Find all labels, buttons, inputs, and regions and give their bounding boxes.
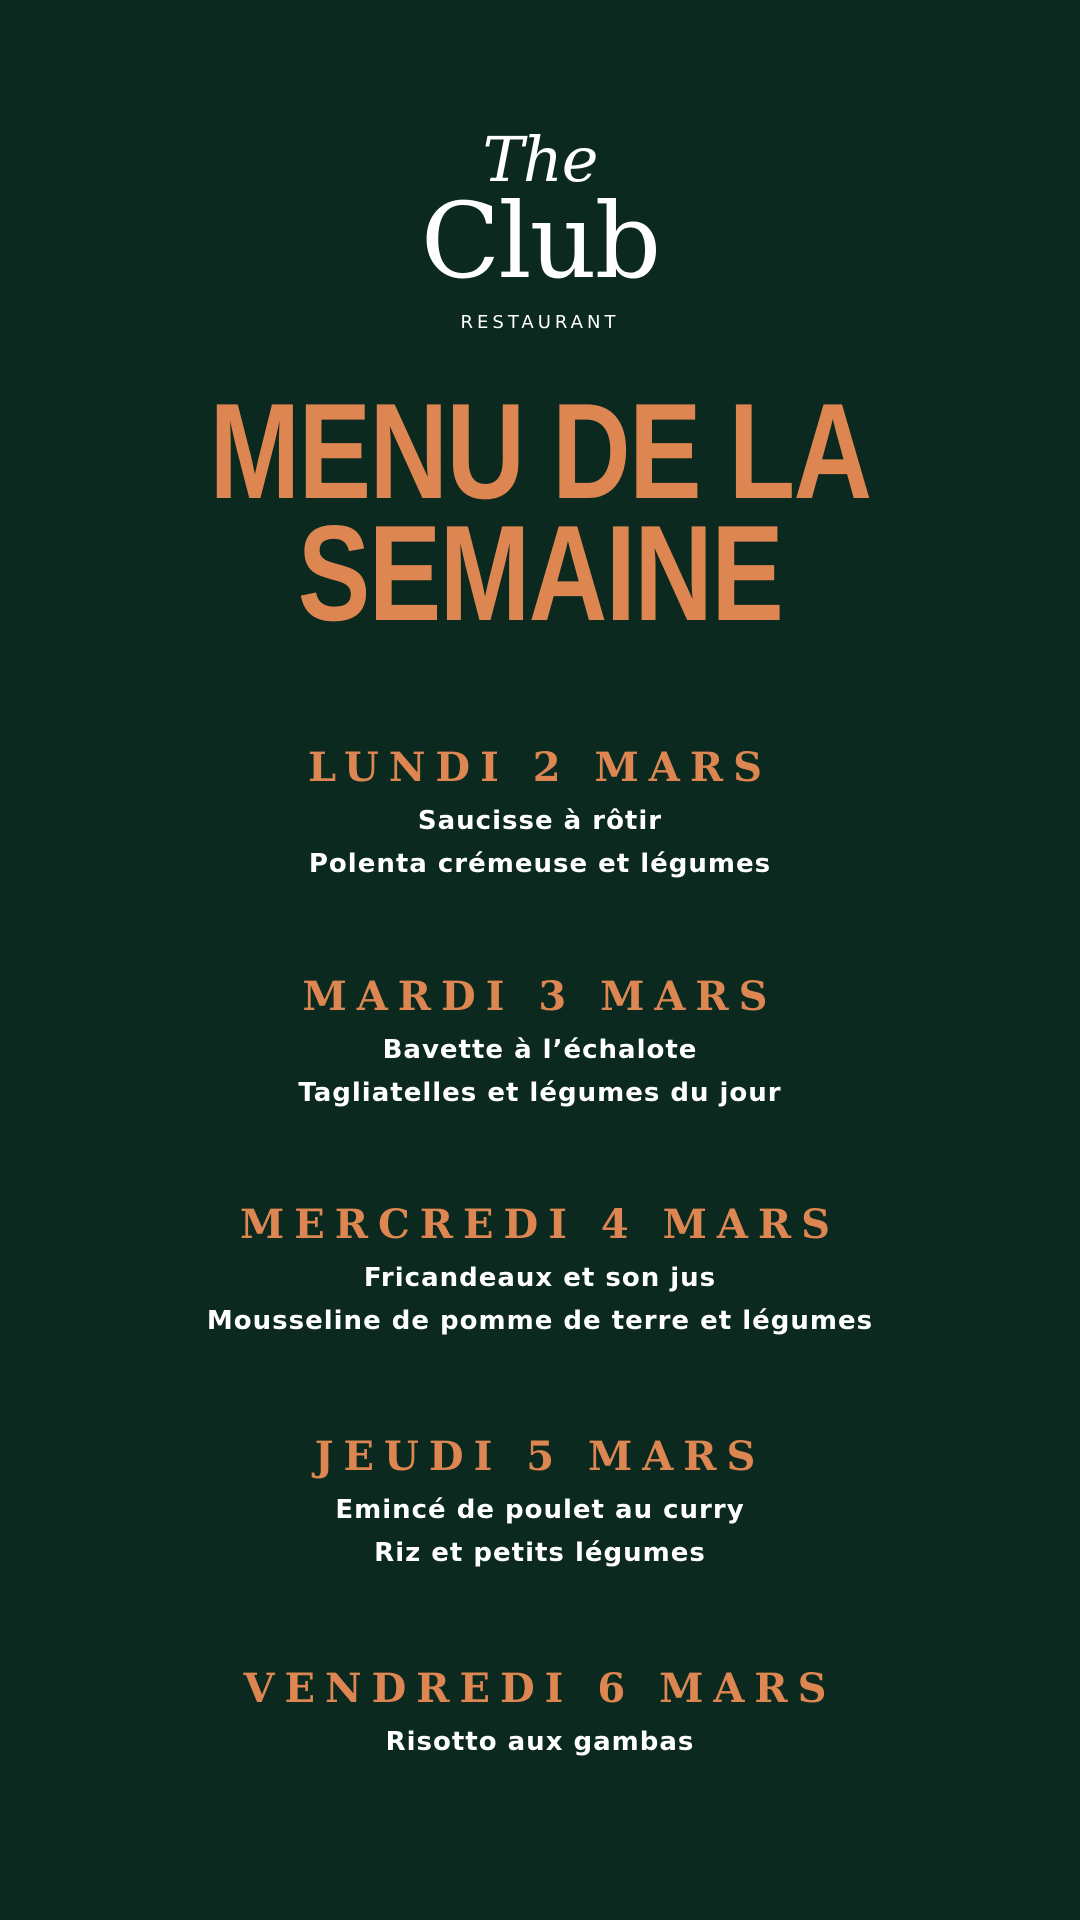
page-title-line-2: SEMAINE <box>297 497 783 649</box>
day-section-wednesday <box>0 1201 1080 1343</box>
dish-item: Riz et petits légumes <box>374 1538 706 1568</box>
logo-club-text: Club <box>420 180 660 302</box>
dish-item: Saucisse à rôtir <box>417 806 663 836</box>
day-section-friday <box>0 1665 1080 1764</box>
logo-the-text: The <box>482 123 598 196</box>
dish-item: Risotto aux gambas <box>385 1727 695 1757</box>
day-section-monday <box>0 744 1080 886</box>
dish-item: Fricandeaux et son jus <box>363 1263 717 1293</box>
day-title: MARDI 3 MARS <box>302 973 778 1020</box>
page-title-line-1: MENU DE LA <box>209 375 871 527</box>
dish-item: Bavette à l’échalote <box>382 1035 698 1065</box>
dish-item: Emincé de poulet au curry <box>335 1495 745 1525</box>
day-title: MERCREDI 4 MARS <box>239 1201 841 1248</box>
day-title: VENDREDI 6 MARS <box>243 1665 837 1712</box>
dish-item: Polenta crémeuse et légumes <box>308 849 772 879</box>
day-section-tuesday <box>0 973 1080 1115</box>
day-title: LUNDI 2 MARS <box>308 744 772 791</box>
dish-item: Tagliatelles et légumes du jour <box>298 1078 782 1108</box>
page-title <box>108 375 972 649</box>
logo-subtitle: RESTAURANT <box>460 312 620 333</box>
dish-item: Mousseline de pomme de terre et légumes <box>206 1306 874 1336</box>
day-section-thursday <box>0 1433 1080 1575</box>
day-title: JEUDI 5 MARS <box>314 1433 766 1480</box>
